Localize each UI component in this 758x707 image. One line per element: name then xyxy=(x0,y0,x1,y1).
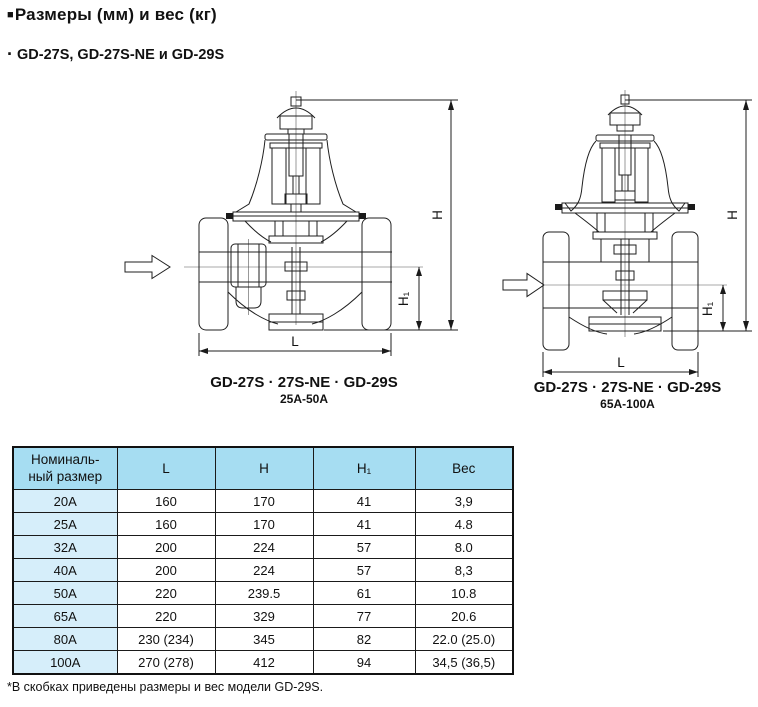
nominal-size-cell: 20A xyxy=(13,490,117,513)
dimensions-table xyxy=(12,446,514,675)
page-title xyxy=(7,5,217,25)
dimension-cell: 224 xyxy=(215,536,313,559)
flow-arrow-icon xyxy=(503,274,544,297)
models-subtitle-text: GD-27S, GD-27S-NE и GD-29S xyxy=(17,47,225,63)
square-bullet-icon: ■ xyxy=(7,9,14,21)
header-h: H xyxy=(215,447,313,490)
header-size-line2: ный размер xyxy=(28,468,103,484)
dimension-cell: 61 xyxy=(313,582,415,605)
dimension-l xyxy=(543,352,698,377)
table-row xyxy=(13,628,513,651)
dimension-cell: 34,5 (36,5) xyxy=(415,651,513,675)
h1-dimension-label: H₁ xyxy=(396,291,411,307)
centerlines xyxy=(184,91,423,325)
dimension-cell: 20.6 xyxy=(415,605,513,628)
dimension-cell: 3,9 xyxy=(415,490,513,513)
dimension-l xyxy=(199,333,391,356)
dimension-cell: 200 xyxy=(117,559,215,582)
nominal-size-cell: 25A xyxy=(13,513,117,536)
dimension-cell: 230 (234) xyxy=(117,628,215,651)
flow-arrow-icon xyxy=(125,256,170,279)
header-nominal-size xyxy=(13,447,117,490)
dimension-cell: 41 xyxy=(313,513,415,536)
table-header xyxy=(13,447,513,490)
dimension-cell: 8.0 xyxy=(415,536,513,559)
dimension-cell: 345 xyxy=(215,628,313,651)
dimension-cell: 239.5 xyxy=(215,582,313,605)
dimension-cell: 220 xyxy=(117,605,215,628)
diagram-caption-right xyxy=(497,379,758,411)
l-dimension-label: L xyxy=(617,355,625,370)
nominal-size-cell: 100A xyxy=(13,651,117,675)
table-row xyxy=(13,536,513,559)
valve-diagram-65a-100a xyxy=(495,85,758,378)
header-size-line1: Номиналь- xyxy=(31,452,100,468)
dimension-cell: 224 xyxy=(215,559,313,582)
header-h1: H₁ xyxy=(313,447,415,490)
nominal-size-cell: 40A xyxy=(13,559,117,582)
valve-drawing-small xyxy=(118,85,466,369)
caption-size-range: 65A-100A xyxy=(600,397,655,411)
table-row xyxy=(13,605,513,628)
nominal-size-cell: 80A xyxy=(13,628,117,651)
nominal-size-cell: 32A xyxy=(13,536,117,559)
l-dimension-label: L xyxy=(291,334,299,349)
dimension-cell: 270 (278) xyxy=(117,651,215,675)
nominal-size-cell: 50A xyxy=(13,582,117,605)
models-subtitle xyxy=(7,44,224,65)
table-row xyxy=(13,513,513,536)
dimension-cell: 4.8 xyxy=(415,513,513,536)
dimension-cell: 10.8 xyxy=(415,582,513,605)
dimension-cell: 82 xyxy=(313,628,415,651)
dimension-cell: 200 xyxy=(117,536,215,559)
dimension-cell: 94 xyxy=(313,651,415,675)
table-row xyxy=(13,490,513,513)
h-dimension-label: H xyxy=(430,210,445,220)
dimension-cell: 220 xyxy=(117,582,215,605)
header-weight: Вес xyxy=(415,447,513,490)
caption-models: GD-27S · 27S-NE · GD-29S xyxy=(210,374,398,391)
table-row xyxy=(13,651,513,675)
valve-drawing-large xyxy=(495,85,758,378)
valve-body xyxy=(543,213,698,334)
dimension-cell: 57 xyxy=(313,536,415,559)
table-row xyxy=(13,559,513,582)
dimension-cell: 8,3 xyxy=(415,559,513,582)
dimension-cell: 41 xyxy=(313,490,415,513)
dimension-cell: 412 xyxy=(215,651,313,675)
dimension-cell: 77 xyxy=(313,605,415,628)
table-body xyxy=(13,490,513,675)
dimension-cell: 57 xyxy=(313,559,415,582)
header-row xyxy=(13,447,513,490)
dimension-h1 xyxy=(396,267,422,330)
dimension-h1 xyxy=(700,285,726,331)
nominal-size-cell: 65A xyxy=(13,605,117,628)
dimension-cell: 329 xyxy=(215,605,313,628)
caption-models: GD-27S · 27S-NE · GD-29S xyxy=(533,379,722,396)
dimension-cell: 160 xyxy=(117,513,215,536)
caption-size-range: 25A-50A xyxy=(279,392,329,406)
header-l: L xyxy=(117,447,215,490)
h1-dimension-label: H₁ xyxy=(700,301,715,317)
dimension-cell: 22.0 (25.0) xyxy=(415,628,513,651)
dimension-cell: 160 xyxy=(117,490,215,513)
dimension-cell: 170 xyxy=(215,490,313,513)
pipe-flanges xyxy=(199,218,391,330)
dot-bullet-icon: · xyxy=(7,44,13,64)
valve-diagram-25a-50a xyxy=(118,85,466,369)
footnote: *В скобках приведены размеры и вес модели GD-29S. xyxy=(7,680,324,694)
dimension-cell: 170 xyxy=(215,513,313,536)
diagram-caption-left xyxy=(130,374,478,406)
table-row xyxy=(13,582,513,605)
h-dimension-label: H xyxy=(725,210,740,220)
page-title-text: Размеры (мм) и вес (кг) xyxy=(14,5,217,24)
